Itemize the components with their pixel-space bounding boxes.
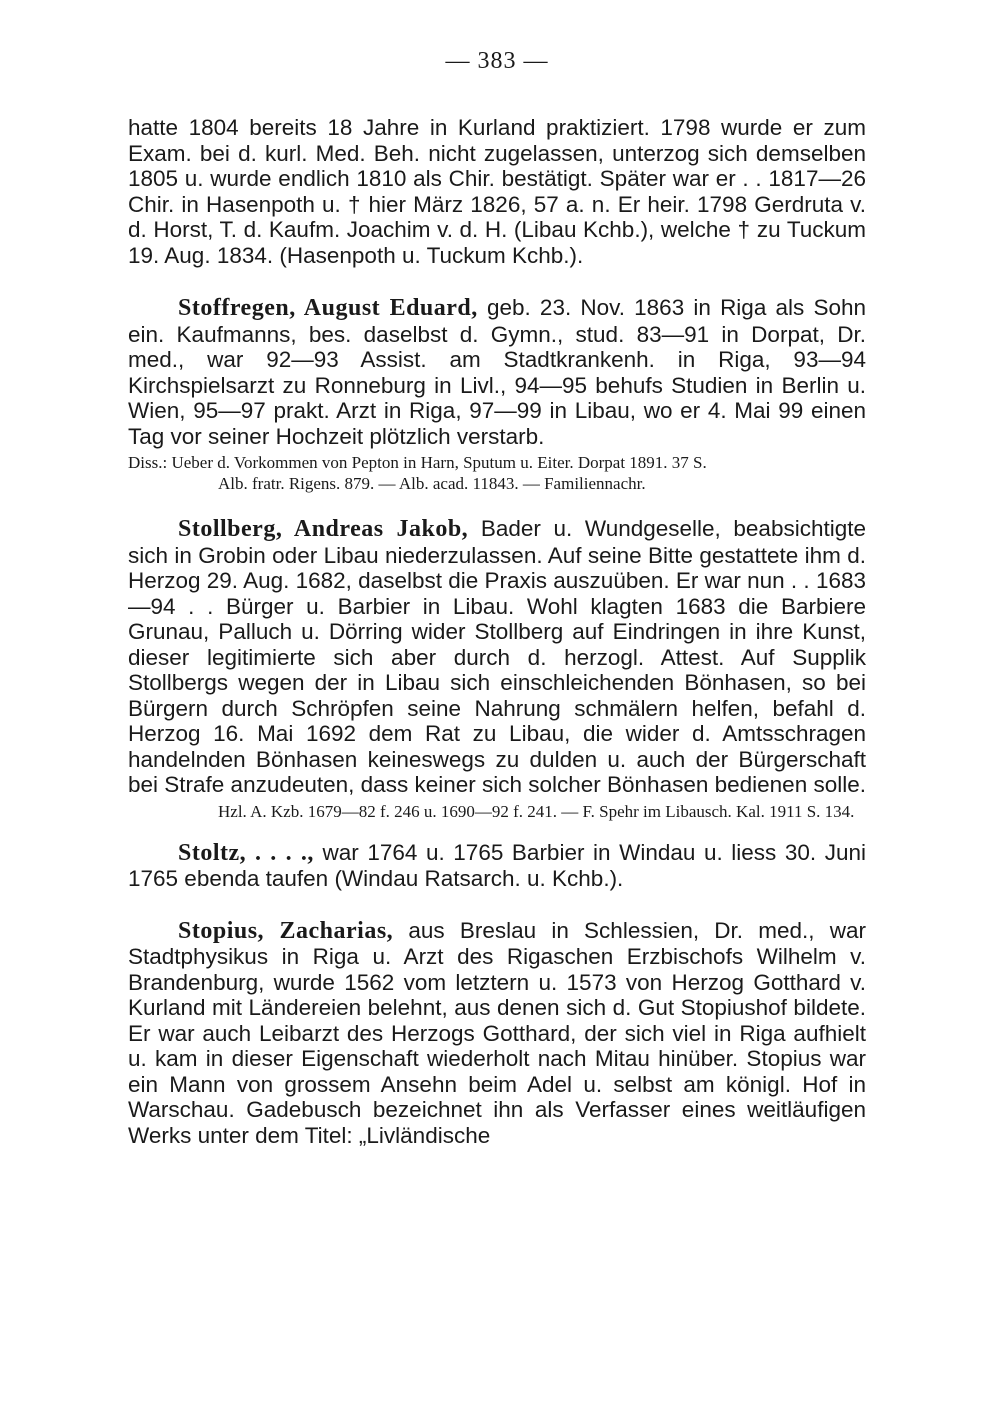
entry-headword: Stopius, Zacharias,: [178, 917, 394, 944]
entry-stoltz: [128, 840, 866, 892]
page-number: — 383 —: [445, 48, 549, 74]
entry-text: war 1764 u. 1765 Barbier in Windau u. liess 30. Juni 1765 ebenda taufen (Windau Ratsarch. u. Kchb.).: [128, 839, 866, 891]
entry-text: Bader u. Wundgeselle, beabsichtigte sich in Grobin oder Libau niederzulassen. Auf seine Bitte gestattete ihm d. Herzog 29. Aug. 1682, daselbst die Praxis auszuüben. Er war nun . . 1683—94 . . Bürger u. Barbier in Libau. Wohl klagten 1683 die Barbiere Grunau, Palluch u. Dörring wider Stollberg auf Eindringen in ihre Kunst, dieser legitimierte sich aber durch d. herzogl. Attest. Auf Supplik Stollbergs wegen der in Libau sich einschleichenden Bönhasen, so bei Bürgern durch Schröpfen seine Nahrung schmälern helfen, befahl d. Herzog 16. Mai 1692 dem Rat zu Libau, die wider d. Amtsschragen handelnden Bönhasen keineswegs zu dulden u. auch der Bürgerschaft bei Strafe anzudeuten, dass keiner sich solcher Bönhasen bedienen solle.: [128, 516, 866, 797]
reference-sources: Alb. fratr. Rigens. 879. — Alb. acad. 11843. — Familiennachr.: [218, 474, 646, 493]
entry-paragraph: [128, 918, 866, 1149]
entry-headword: Stollberg, Andreas Jakob,: [178, 516, 469, 542]
entry-paragraph: [128, 516, 866, 798]
entry-headword: Stoffregen, August Eduard,: [178, 295, 478, 321]
entry-continuation-text: hatte 1804 bereits 18 Jahre in Kurland praktiziert. 1798 wurde er zum Exam. bei d. kurl. Med. Beh. nicht zugelassen, unterzog sich demselben 1805 u. wurde endlich 1810 als Chir. bestätigt. Später war er . . 1817—26 Chir. in Hasenpoth u. † hier März 1826, 57 a. n. Er heir. 1798 Gerdruta v. d. Horst, T. d. Kaufm. Joachim v. d. H. (Libau Kchb.), welche † zu Tuckum 19. Aug. 1834. (Hasenpoth u. Tuckum Kchb.).: [128, 115, 866, 268]
entry-references: [128, 452, 866, 494]
page-body: [128, 48, 866, 1148]
entry-text: aus Breslau in Schlessien, Dr. med., war Stadtphysikus in Riga u. Arzt des Rigaschen Erzbischofs Wilhelm v. Brandenburg, wurde 1562 vom letztern u. 1573 von Herzog Gotthard v. Kurland mit Ländereien belehnt, aus denen sich d. Gut Stopiushof bildete. Er war auch Leibarzt des Herzogs Gotthard, der sich viel in Riga aufhielt u. kam in dieser Eigenschaft wiederholt nach Mitau hinüber. Stopius war ein Mann von grossem Ansehn beim Adel u. selbst am königl. Hof in Warschau. Gadebusch bezeichnet ihn als Verfasser eines weitläufigen Werks unter dem Titel: „Livländische: [128, 917, 866, 1148]
entry-stopius: [128, 918, 866, 1149]
entry-stollberg: [128, 516, 866, 822]
entry-paragraph: [128, 295, 866, 449]
entry-paragraph: [128, 840, 866, 892]
entry-references: [128, 801, 866, 822]
reference-sources: Hzl. A. Kzb. 1679—82 f. 246 u. 1690—92 f. 241. — F. Spehr im Libausch. Kal. 1911 S. 134.: [218, 801, 855, 821]
entry-stoffregen: [128, 295, 866, 494]
entry-text: geb. 23. Nov. 1863 in Riga als Sohn ein. Kaufmanns, bes. daselbst d. Gymn., stud. 83—91 in Dorpat, Dr. med., war 92—93 Assist. am Stadtkrankenh. in Riga, 93—94 Kirchspielsarzt zu Ronneburg in Livl., 94—95 behufs Studien in Berlin u. Wien, 95—97 prakt. Arzt in Riga, 97—99 in Libau, wo er 4. Mai 99 einen Tag vor seiner Hochzeit plötzlich verstarb.: [128, 295, 866, 449]
entry-headword: Stoltz, . . . .,: [178, 839, 314, 866]
reference-dissertation: Diss.: Ueber d. Vorkommen von Pepton in Harn, Sputum u. Eiter. Dorpat 1891. 37 S.: [128, 453, 707, 472]
